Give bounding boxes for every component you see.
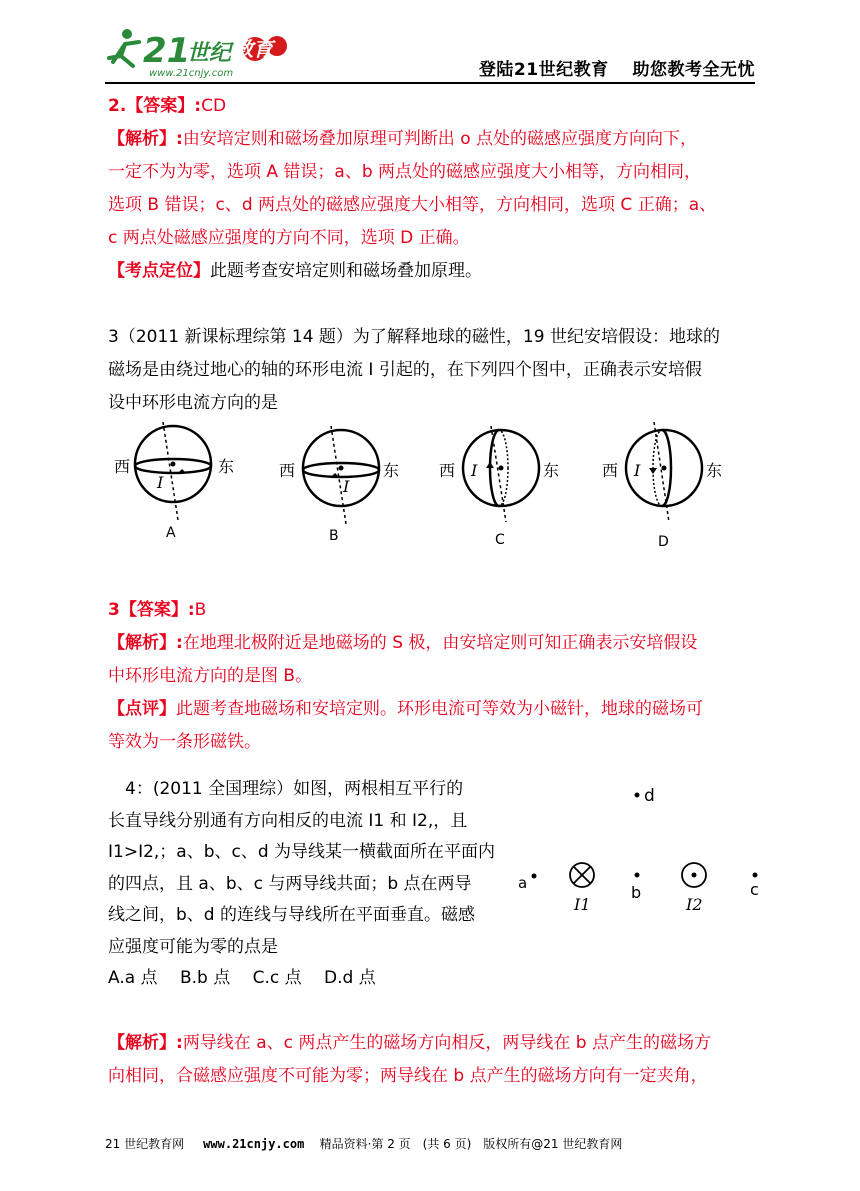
q3-answer-line — [108, 594, 763, 627]
label-a: a — [518, 874, 528, 892]
q3-figure-b — [273, 422, 423, 557]
q3-answer: B — [194, 600, 207, 620]
q2-point-line — [108, 255, 763, 288]
wire-i2-dot — [692, 873, 697, 878]
footer-url[interactable]: www.21cnjy.com — [203, 1137, 305, 1151]
q4-stem-line-3: I1>I2,；a、b、c、d 为导线某一横截面所在平面内 — [108, 842, 496, 862]
fig-c-arrow-icon — [486, 462, 494, 468]
q4-stem-line-6: 应强度可能为零的点是 — [108, 936, 278, 957]
q3-figures — [108, 422, 748, 557]
q3-stem — [108, 321, 763, 420]
fig-d-current: I — [634, 461, 641, 480]
q2-block — [108, 90, 763, 288]
page-header — [105, 22, 755, 82]
fig-b-center — [339, 466, 344, 471]
logo-chars: 世纪 — [187, 41, 232, 66]
logo-21: 21 — [143, 31, 191, 71]
fig-d-center — [662, 466, 667, 471]
point-c — [753, 873, 758, 878]
q2-analysis-line-2: 一定不为为零，选项 A 错误；a、b 两点处的磁感应强度大小相等，方向相同， — [108, 162, 702, 182]
point-a — [532, 874, 537, 879]
q4-analysis-line-2: 向相同，合磁感应强度不可能为零；两导线在 b 点产生的磁场方向有一定夹角， — [108, 1066, 708, 1086]
point-b — [635, 873, 640, 878]
q3-figure-c — [433, 422, 583, 557]
footer-right: 精品资料·第 2 页 (共 6 页) 版权所有@21 世纪教育网 — [319, 1137, 623, 1151]
header-rule — [105, 82, 755, 84]
label-i1: I1 — [574, 895, 591, 914]
q4-analysis-label: 【解析】: — [108, 1033, 183, 1053]
label-c: c — [750, 880, 759, 899]
page-footer — [105, 1135, 755, 1152]
q2-answer-label: 2.【答案】: — [108, 96, 202, 116]
q4-stem-line-5: 线之间，b、d 的连线与导线所在平面垂直。磁感 — [108, 905, 475, 925]
q3-comment-label: 【点评】 — [108, 699, 176, 719]
q3-stem-line-1: 3（2011 新课标理综第 14 题）为了解释地球的磁性，19 世纪安培假设：地球的 — [108, 327, 720, 347]
fig-a-east: 东 — [218, 457, 235, 476]
q3-stem-line-2: 磁场是由绕过地心的轴的环形电流 I 引起的，在下列四个图中，正确表示安培假 — [108, 360, 702, 380]
fig-c-label: C — [495, 532, 505, 548]
fig-c-west: 西 — [439, 461, 456, 480]
label-d: d — [644, 786, 655, 806]
fig-b-east: 东 — [383, 461, 400, 480]
site-logo — [105, 22, 305, 80]
q3-answer-label: 3【答案】: — [108, 600, 195, 620]
fig-c-east: 东 — [543, 461, 560, 480]
point-d — [635, 793, 640, 798]
fig-c-current: I — [471, 461, 478, 480]
q3-answer-block — [108, 594, 763, 759]
q2-answer: CD — [201, 96, 227, 116]
logo-url: www.21cnjy.com — [149, 68, 234, 79]
q3-figure-d — [596, 422, 746, 557]
fig-a-current: I — [157, 473, 164, 492]
fig-a-center — [171, 462, 176, 467]
fig-a-label: A — [166, 525, 176, 541]
logo-figure-head — [122, 29, 132, 39]
label-b: b — [631, 883, 642, 902]
fig-d-west: 西 — [602, 461, 619, 480]
q4-stem-line-1: 4：(2011 全国理综）如图，两根相互平行的 — [108, 779, 464, 799]
fig-c-center — [499, 466, 504, 471]
fig-a-arrow-icon — [178, 469, 186, 473]
q2-analysis-line-3: 选项 B 错误；c、d 两点处的磁感应强度大小相等，方向相同，选项 C 正确；a、 — [108, 195, 717, 215]
q4-stem-line-4: 的四点，且 a、b、c 与两导线共面；b 点在两导 — [108, 873, 472, 894]
q3-analysis-line-1 — [108, 627, 763, 660]
header-slogan: 登陆21世纪教育 助您教考全无忧 — [478, 60, 755, 80]
q2-analysis-line-1 — [108, 123, 763, 156]
q2-analysis-label: 【解析】: — [108, 129, 183, 149]
fig-b-current: I — [343, 477, 350, 496]
fig-a-west: 西 — [114, 457, 131, 476]
q3-analysis-label: 【解析】: — [108, 633, 183, 653]
q4-analysis-line-1 — [108, 1027, 763, 1060]
footer-left: 21 世纪教育网 — [105, 1137, 185, 1151]
q2-point-text: 此题考查安培定则和磁场叠加原理。 — [210, 261, 482, 281]
fig-d-east: 东 — [706, 461, 723, 480]
logo-figure-body — [109, 42, 139, 66]
fig-a-axis — [163, 422, 178, 520]
q2-answer-line — [108, 90, 763, 123]
fig-d-label: D — [658, 534, 669, 550]
logo-chars-2: 教育 — [233, 37, 273, 61]
q2-analysis-text: 由安培定则和磁场叠加原理可判断出 o 点处的磁感应强度方向向下， — [182, 129, 698, 149]
q4-options: A.a 点 B.b 点 C.c 点 D.d 点 — [108, 968, 376, 988]
label-i2: I2 — [686, 895, 703, 914]
q4-stem-line-2: 长直导线分别通有方向相反的电流 I1 和 I2,，且 — [108, 810, 468, 831]
q3-comment-line-1 — [108, 693, 763, 726]
q3-stem-line-3: 设中环形电流方向的是 — [108, 393, 278, 413]
fig-b-label: B — [329, 528, 339, 544]
q3-analysis-text: 在地理北极附近是地磁场的 S 极，由安培定则可知正确表示安培假设 — [182, 633, 698, 653]
q3-comment-line-2: 等效为一条形磁铁。 — [108, 732, 261, 752]
q4-figure — [512, 780, 772, 930]
q3-figure-a — [108, 422, 258, 557]
fig-d-arrow-icon — [649, 468, 657, 474]
q4-analysis-text: 两导线在 a、c 两点产生的磁场方向相反，两导线在 b 点产生的磁场方 — [182, 1033, 711, 1053]
q3-analysis-line-2: 中环形电流方向的是图 B。 — [108, 666, 313, 686]
q2-point-label: 【考点定位】 — [108, 261, 210, 281]
q4-analysis-block — [108, 1027, 763, 1093]
q3-comment-text: 此题考查地磁场和安培定则。环形电流可等效为小磁针，地球的磁场可 — [176, 699, 703, 719]
q4-stem — [108, 774, 503, 995]
q2-analysis-line-4: c 两点处磁感应强度的方向不同，选项 D 正确。 — [108, 228, 470, 248]
fig-b-west: 西 — [279, 461, 296, 480]
